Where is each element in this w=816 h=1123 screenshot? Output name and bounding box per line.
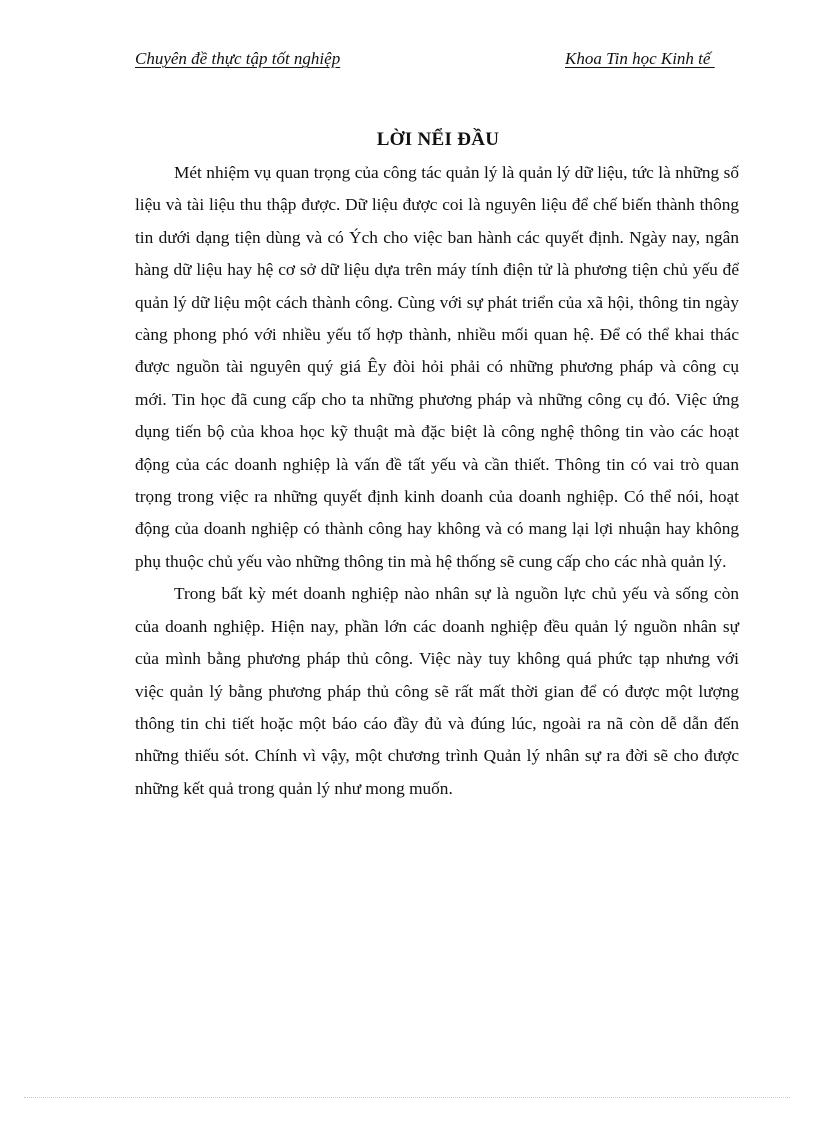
document-body — [135, 157, 739, 805]
page-title: LỜI NỂI ĐẦU — [376, 129, 500, 150]
page-bottom-divider — [24, 1097, 790, 1098]
paragraph-2: Trong bất kỳ mét doanh nghiệp nào nhân sự là nguồn lực chủ yếu và sống còn của doanh nghiệp. Hiện nay, phần lớn các doanh nghiệp đều quản lý nguồn nhân sự của mình bằng phương pháp thủ công. Việc này tuy không quá phức tạp nhưng với việc quản lý bằng phương pháp thủ công sẽ rất mất thời gian để có được một lượng thông tin chi tiết hoặc một báo cáo đầy đủ và đúng lúc, ngoài ra nã còn dễ dẫn đến những thiếu sót. Chính vì vậy, một chương trình Quản lý nhân sự ra đời sẽ cho được những kết quả trong quản lý như mong muốn. — [135, 584, 739, 798]
page-header — [135, 48, 741, 72]
header-right-text: Khoa Tin học Kinh tế — [565, 49, 715, 68]
paragraph-1: Mét nhiệm vụ quan trọng của công tác quản lý là quản lý dữ liệu, tức là những số liệu và tài liệu thu thập được. Dữ liệu được coi là nguyên liệu để chế biến thành thông tin dưới dạng tiện dùng và có Ých cho việc ban hành các quyết định. Ngày nay, ngân hàng dữ liệu hay hệ cơ sở dữ liệu dựa trên máy tính điện tử là phương tiện chủ yếu để quản lý dữ liệu một cách thành công. Cùng với sự phát triển của xã hội, thông tin ngày càng phong phó với nhiều yếu tố hợp thành, nhiều mối quan hệ. Để có thể khai thác được nguồn tài nguyên quý giá Êy đòi hỏi phải có những phương pháp và công cụ mới. Tin học đã cung cấp cho ta những phương pháp và những công cụ đó. Việc ứng dụng tiến bộ của khoa học kỹ thuật mà đặc biệt là công nghệ thông tin vào các hoạt động của các doanh nghiệp là vấn đề tất yếu và cần thiết. Thông tin có vai trò quan trọng trong việc ra những quyết định kinh doanh của doanh nghiệp. Có thể nói, hoạt động của doanh nghiệp có thành công hay không và có mang lại lợi nhuận hay không phụ thuộc chủ yếu vào những thông tin mà hệ thống sẽ cung cấp cho các nhà quản lý. — [135, 163, 739, 571]
header-left-text: Chuyên đề thực tập tốt nghiệp — [135, 49, 341, 68]
